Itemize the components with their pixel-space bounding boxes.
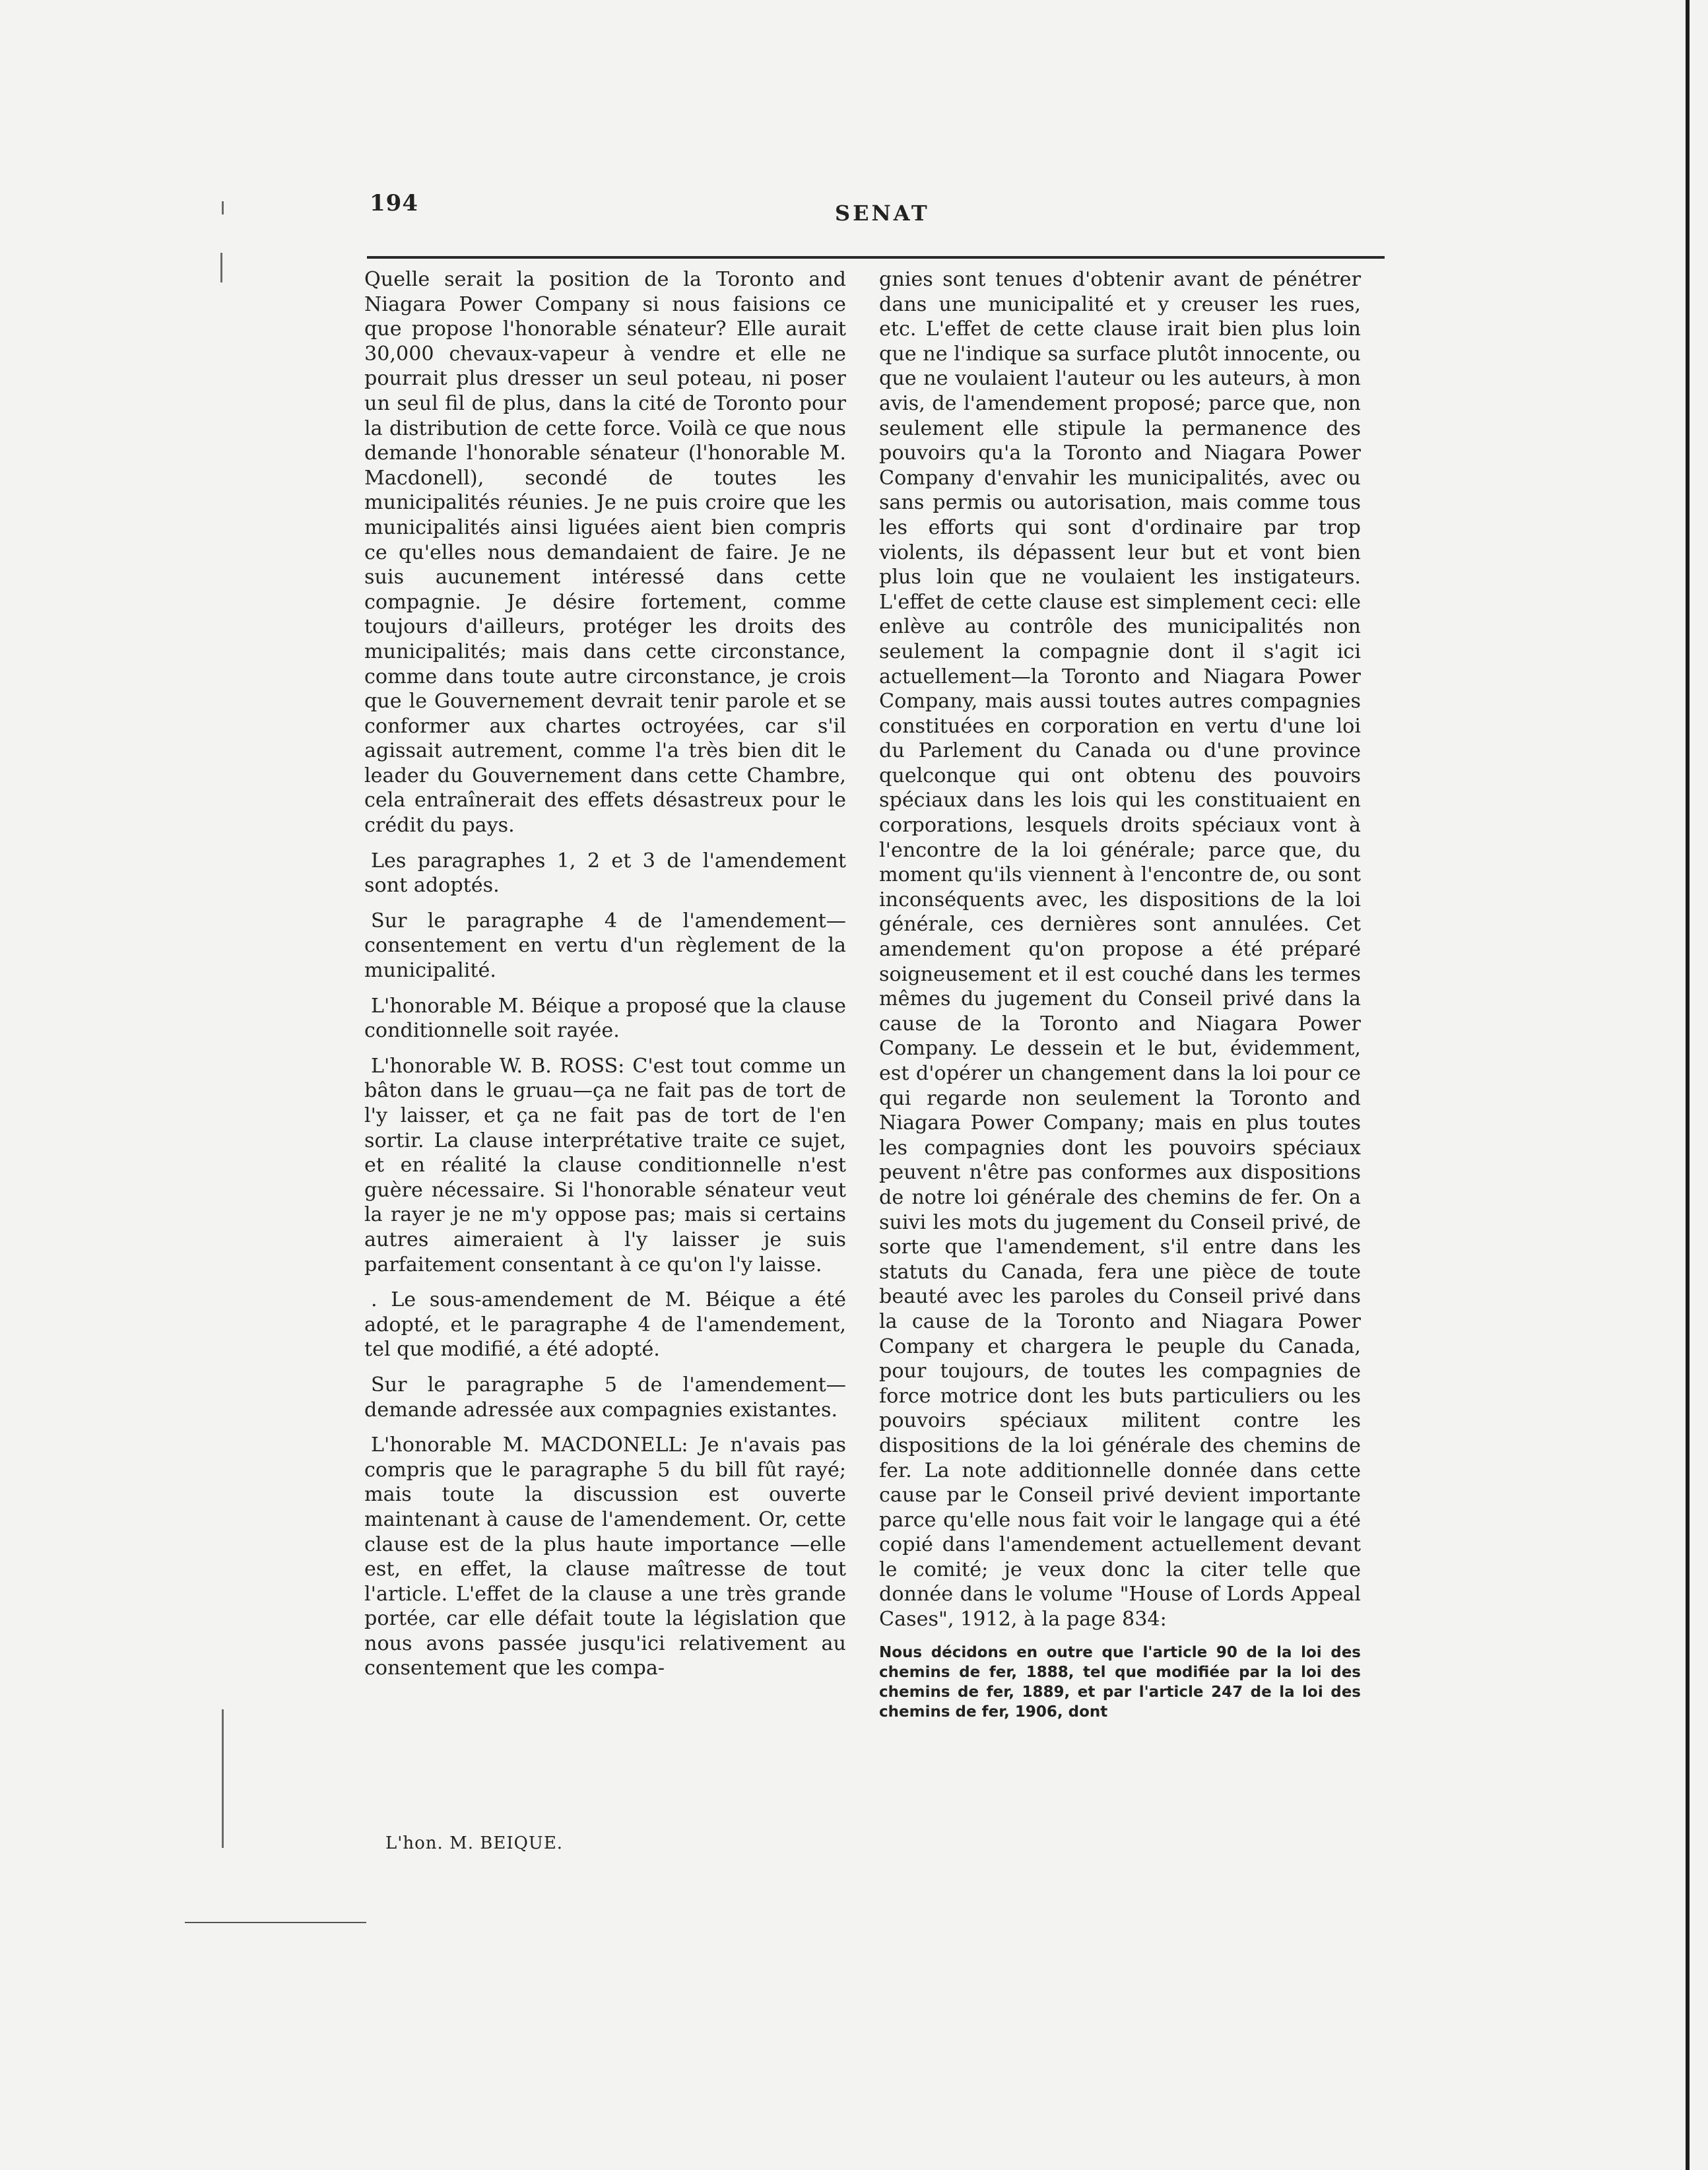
page-number: 194 <box>370 190 418 216</box>
left-column <box>364 267 846 1692</box>
paragraph: Sur le paragraphe 5 de l'amendement—demande adressée aux compagnies existantes. <box>364 1373 846 1422</box>
margin-mark <box>222 201 224 214</box>
paragraph: L'honorable W. B. ROSS: C'est tout comme un bâton dans le gruau—ça ne fait pas de tort de l'y laisser, et ça ne fait pas de tort de l'en sortir. La clause interprétative traite ce sujet, et en réalité la clause conditionnelle n'est guère nécessaire. Si l'honorable sénateur veut la rayer je ne m'y oppose pas; mais si certains autres aimeraient à l'y laisser je suis parfaitement consentant à ce qu'on l'y laisse. <box>364 1054 846 1276</box>
block-quote: Nous décidons en outre que l'article 90 de la loi des chemins de fer, 1888, tel que modifiée par la loi des chemins de fer, 1889, et par l'article 247 de la loi des chemins de fer, 1906, dont <box>879 1643 1361 1721</box>
paragraph: Quelle serait la position de la Toronto and Niagara Power Company si nous faisions ce que propose l'honorable sénateur? Elle aurait 30,000 chevaux-vapeur à vendre et elle ne pourrait plus dresser un seul poteau, ni poser un seul fil de plus, dans la cité de Toronto pour la distribution de cette force. Voilà ce que nous demande l'honorable sénateur (l'honorable M. Macdonell), secondé de toutes les municipalités réunies. Je ne puis croire que les municipalités ainsi liguées aient bien compris ce qu'elles nous demandaient de faire. Je ne suis aucunement intéressé dans cette compagnie. Je désire fortement, comme toujours d'ailleurs, protéger les droits des municipalités; mais dans cette circonstance, comme dans toute autre circonstance, je crois que le Gouvernement devrait tenir parole et se conformer aux chartes octroyées, car s'il agissait autrement, comme l'a très bien dit le leader du Gouvernement dans cette Chambre, cela entraînerait des effets désastreux pour le crédit du pays. <box>364 268 846 838</box>
footer-reference: L'hon. M. BEIQUE. <box>385 1833 564 1853</box>
paragraph: Les paragraphes 1, 2 et 3 de l'amendement sont adoptés. <box>364 849 846 898</box>
paragraph: Sur le paragraphe 4 de l'amendement—consentement en vertu d'un règlement de la municipalité. <box>364 909 846 983</box>
right-column <box>879 267 1361 1732</box>
scan-edge <box>1686 0 1690 2170</box>
margin-mark <box>220 253 222 282</box>
corner-rule <box>185 1922 366 1923</box>
margin-mark <box>222 1709 224 1848</box>
paragraph: . Le sous-amendement de M. Béique a été adopté, et le paragraphe 4 de l'amendement, tel que modifié, a été adopté. <box>364 1288 846 1362</box>
paragraph: L'honorable M. Béique a proposé que la clause conditionnelle soit rayée. <box>364 994 846 1043</box>
header-rule <box>367 256 1385 259</box>
paragraph: L'honorable M. MACDONELL: Je n'avais pas compris que le paragraphe 5 du bill fût rayé; mais toute la discussion est ouverte maintenant à cause de l'amendement. Or, cette clause est de la plus haute importance —elle est, en effet, la clause maîtresse de tout l'article. L'effet de la clause a une très grande portée, car elle défait toute la législation que nous avons passée jusqu'ici relativement au consentement que les compa- <box>364 1433 846 1680</box>
running-head: SENAT <box>835 201 930 226</box>
paragraph: gnies sont tenues d'obtenir avant de pénétrer dans une municipalité et y creuser les rues, etc. L'effet de cette clause irait bien plus loin que ne l'indique sa surface plutôt innocente, ou que ne voulaient l'auteur ou les auteurs, à mon avis, de l'amendement proposé; parce que, non seulement elle stipule la permanence des pouvoirs qu'a la Toronto and Niagara Power Company d'envahir les municipalités, avec ou sans permis ou autorisation, mais comme tous les efforts qui sont d'ordinaire par trop violents, ils dépassent leur but et vont bien plus loin que ne voulaient les instigateurs. L'effet de cette clause est simplement ceci: elle enlève au contrôle des municipalités non seulement la compagnie dont il s'agit ici actuellement—la Toronto and Niagara Power Company, mais aussi toutes autres compagnies constituées en corporation en vertu d'une loi du Parlement du Canada ou d'une province quelconque qui ont obtenu des pouvoirs spéciaux dans les lois qui les constituaient en corporations, lesquels droits spéciaux vont à l'encontre de la loi générale; parce que, du moment qu'ils viennent à l'encontre de, ou sont inconséquents avec, les dispositions de la loi générale, ces dernières sont annulées. Cet amendement qu'on propose a été préparé soigneusement et il est couché dans les termes mêmes du jugement du Conseil privé dans la cause de la Toronto and Niagara Power Company. Le dessein et le but, évidemment, est d'opérer un changement dans la loi pour ce qui regarde non seulement la Toronto and Niagara Power Company; mais en plus toutes les compagnies dont les pouvoirs spéciaux peuvent n'être pas conformes aux dispositions de notre loi générale des chemins de fer. On a suivi les mots du jugement du Conseil privé, de sorte que l'amendement, s'il entre dans les statuts du Canada, fera une pièce de toute beauté avec les paroles du Conseil privé dans la cause de la Toronto and Niagara Power Company et chargera le peuple du Canada, pour toujours, de toutes les compagnies de force motrice dont les buts particuliers ou les pouvoirs spéciaux militent contre les dispositions de la loi générale des chemins de fer. La note additionnelle donnée dans cette cause par le Conseil privé devient importante parce qu'elle nous fait voir le langage qui a été copié dans l'amendement actuellement devant le comité; je veux donc la citer telle que donnée dans le volume "House of Lords Appeal Cases", 1912, à la page 834: <box>879 268 1361 1631</box>
